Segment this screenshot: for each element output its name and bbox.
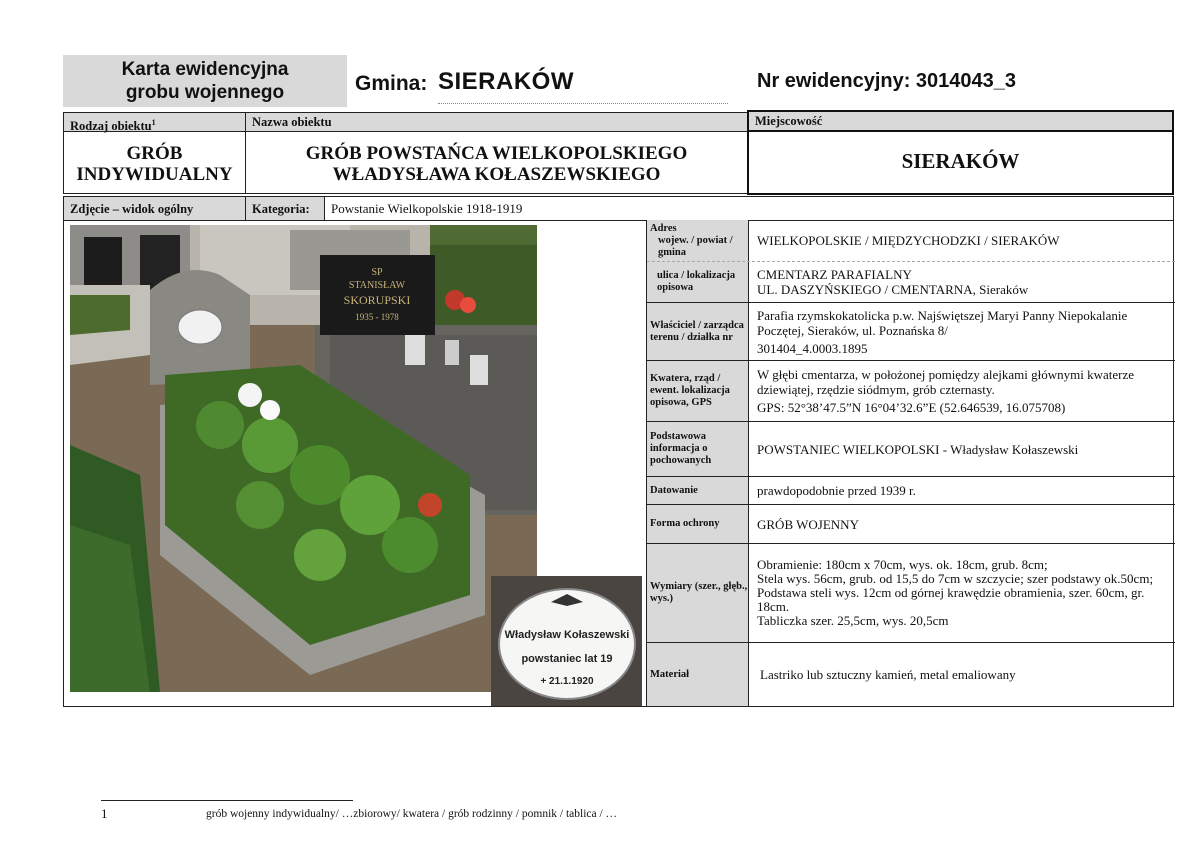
kwatera-value-line1: W głębi cmentarza, w położonej pomiędzy alejkami głównymi kwaterze dziewiątej, rzędzie siódmym, grób czternasty. (757, 367, 1134, 397)
stone-line3: SKORUPSKI (343, 293, 411, 307)
kategoria-value: Powstanie Wielkopolskie 1918-1919 (324, 196, 1174, 221)
kwatera-label: Kwatera, rząd / ewent. lokalizacja opisowa, GPS (650, 373, 730, 408)
stone-line1: SP (371, 267, 383, 278)
sign-photo-drawing (491, 576, 642, 706)
ulica-value (749, 262, 1175, 302)
adres-value: WIELKOPOLSKIE / MIĘDZYCHODZKI / SIERAKÓW (757, 233, 1060, 248)
ulica-value-line1: CMENTARZ PARAFIALNY (757, 267, 912, 282)
footnote-text: grób wojenny indywidualny/ …zbiorowy/ kwatera / grób rodzinny / pomnik / tablica / … (206, 808, 618, 820)
nazwa-header: Nazwa obiektu (245, 112, 748, 132)
wymiary-value-line4: Tabliczka szer. 25,5cm, wys. 20,5cm (757, 613, 949, 628)
grave-photo-drawing (70, 225, 537, 692)
sign-line1: Władysław Kołaszewski (504, 629, 630, 641)
podstawowa-label: Podstawowa informacja o pochowanych (650, 431, 712, 466)
footnote-number: 1 (101, 806, 108, 821)
stone-line2: STANISŁAW (348, 280, 406, 291)
material-label: Materiał (650, 668, 690, 680)
rodzaj-value (63, 131, 246, 194)
material-value: Lastriko lub sztuczny kamień, metal emaliowany (760, 667, 1016, 682)
sign-photo (491, 576, 642, 706)
rodzaj-value-line2: INDYWIDUALNY (76, 164, 233, 185)
nazwa-value-line1: GRÓB POWSTAŃCA WIELKOPOLSKIEGO (305, 143, 688, 164)
wlasciciel-value-line2: 301404_4.0003.1895 (757, 340, 868, 356)
miejscowosc-value: SIERAKÓW (747, 131, 1174, 195)
zdjecie-label: Zdjęcie – widok ogólny (63, 196, 246, 221)
grave-photo (70, 225, 537, 692)
wlasciciel-value-line1: Parafia rzymskokatolicka p.w. Najświętszej Maryi Panny Niepokalanie Poczętej, Sieraków, ul. Poznańska 8/ (757, 307, 1128, 338)
card-title-line1: Karta ewidencyjna (121, 59, 289, 80)
wlasciciel-value (749, 303, 1175, 360)
wymiary-value (749, 544, 1175, 642)
rodzaj-header (63, 112, 246, 132)
card-title (63, 55, 347, 107)
wymiary-value-line1: Obramienie: 180cm x 70cm, wys. ok. 18cm, grub. 8cm; (757, 557, 1048, 572)
registry-number: Nr ewidencyjny: 3014043_3 (757, 70, 1017, 92)
kwatera-value (749, 361, 1175, 421)
wymiary-value-line2: Stela wys. 56cm, grub. od 15,5 do 7cm w szczycie; szer podstawy ok.50cm; (757, 571, 1154, 586)
gmina-value: SIERAKÓW (438, 68, 574, 95)
adres-label-cell (647, 220, 749, 261)
footnote-ref: 1 (151, 118, 156, 127)
forma-label: Forma ochrony (650, 518, 720, 529)
nazwa-value (245, 131, 748, 194)
wymiary-value-line3: Podstawa steli wys. 12cm od górnej krawędzie obramienia, szer. 60cm, gr. 18cm. (757, 585, 1145, 614)
rodzaj-label: Rodzaj obiektu (70, 119, 152, 134)
ulica-value-line2: UL. DASZYŃSKIEGO / CMENTARNA, Sieraków (757, 282, 1029, 297)
adres-title: Adres (650, 223, 677, 234)
wymiary-label: Wymiary (szer., głęb., wys.) (650, 581, 748, 604)
adres-label: wojew. / powiat / gmina (658, 235, 733, 258)
stone-line4: 1935 - 1978 (355, 312, 399, 322)
ulica-label: ulica / lokalizacja opisowa (657, 270, 736, 293)
dotted-underline (438, 103, 728, 104)
card-title-line2: grobu wojennego (125, 82, 285, 103)
kategoria-label: Kategoria: (245, 196, 325, 221)
gmina-label: Gmina: (355, 72, 428, 95)
forma-value: GRÓB WOJENNY (757, 516, 859, 532)
details-table (646, 220, 1174, 707)
wlasciciel-label: Właściciel / zarządca terenu / działka nr (650, 319, 744, 343)
miejscowosc-header: Miejscowość (747, 110, 1174, 132)
sign-line3: + 21.1.1920 (540, 676, 594, 687)
nazwa-value-line2: WŁADYSŁAWA KOŁASZEWSKIEGO (332, 164, 661, 185)
datowanie-value: prawdopodobnie przed 1939 r. (757, 483, 916, 498)
sign-line2: powstaniec lat 19 (521, 653, 613, 665)
kwatera-value-line2: GPS: 52°38’47.5”N 16°04’32.6”E (52.646539, 16.075708) (757, 400, 1066, 415)
datowanie-label: Datowanie (650, 484, 698, 496)
rodzaj-value-line1: GRÓB (126, 143, 183, 164)
footnote-rule (101, 800, 353, 801)
podstawowa-value: POWSTANIEC WIELKOPOLSKI - Władysław Kołaszewski (757, 441, 1079, 457)
